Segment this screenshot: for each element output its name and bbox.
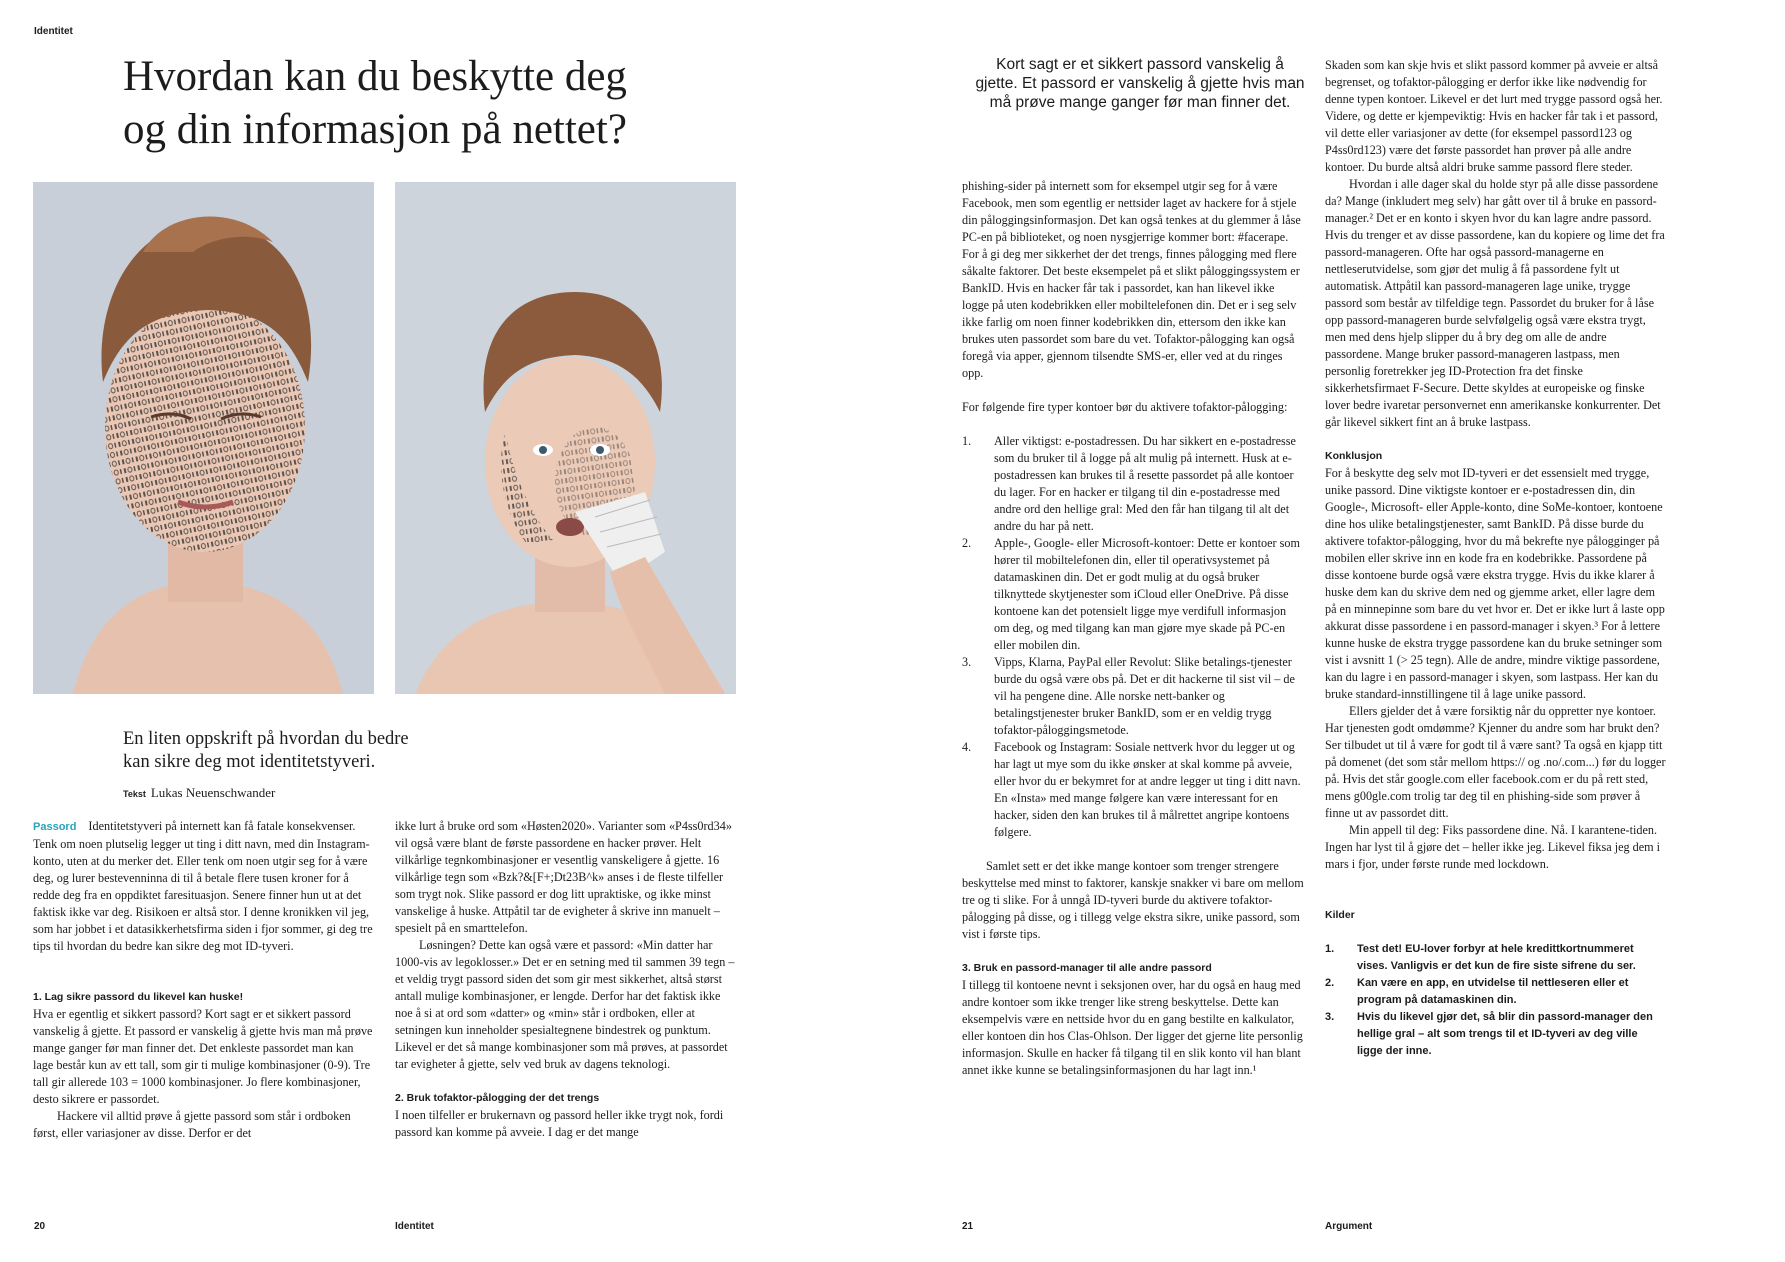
paragraph: phishing-sider på internett som for eksempel utgir seg for å være Facebook, men som egentlig er nettsider laget av hackere for å stjele din påloggingsinformasjon. Det kan også tenkes at du glemmer å låse PC-en på biblioteket, og noen nysgjerrige kommer bort: #facerape. For å gi deg mer sikkerhet der det trengs, finnes pålogging med flere såkalte faktorer. Det beste eksempelet på et slikt påloggingssystem er BankID. Hvis en hacker får tak i passordet, kan han likevel ikke logge på uten kodebrikken eller mobiltelefonen din. Det er i seg selv ikke farlig om noen finner kodebrikken din, ettersom den ikke kan brukes uten passordet som bare du vet. Tofaktor-pålogging kan også foregå via apper, gjennom tilsendte SMS-er, eller ved at du ringes opp. xyxy=(962,179,1301,380)
portrait-illustration-1 xyxy=(33,182,374,694)
intro-text: Identitetstyveri på internett kan få fatale konsekvenser. Tenk om noen plutselig legger ut ting i ditt navn, med din Instagram-konto, uten at du merker det. Eller tenk om noen utgir seg for å være deg, og lurer bestevenninna di til å betale flere tusen kroner for å redde deg fra en oppdiktet faresituasjon. Senere finner hun ut at det faktisk ikke var deg. Risikoen er altså stor. I denne kronikken vil jeg, som har jobbet i et datasikkerhetsfirma siden i fjor sommer, gi deg tre tips til hvordan du bedre kan sikre deg mot ID-tyveri. xyxy=(33,819,373,953)
paragraph: Samlet sett er det ikke mange kontoer som trenger strengere beskyttelse med minst to faktorer, kanskje snakker vi bare om mellom tre og ti slike. For å unngå ID-tyveri burde du aktivere tofaktor-pålogging på disse, og i tillegg velge ekstra sikre, unike passord, som vist i første tips. xyxy=(962,859,1304,941)
page-number-left: 20 xyxy=(34,1221,46,1232)
title-line-2: og din informasjon på nettet? xyxy=(123,106,627,153)
source-item: 1. Test det! EU-lover forbyr at hele kredittkortnummeret vises. Vanligvis er det kun de fire siste sifrene du ser. xyxy=(1325,943,1636,972)
pull-quote: Kort sagt er et sikkert passord vanskelig å gjette. Et passord er vanskelig å gjette hvis man må prøve mange ganger før man finner det. xyxy=(975,56,1305,111)
running-head: Identitet xyxy=(34,26,73,37)
paragraph: For å beskytte deg selv mot ID-tyveri er det essensielt med trygge, unike passord. Dine viktigste kontoer er e-postadressen din, din Google-, Microsoft- eller Apple-konto, dine SoMe-kontoer, kontoene dine hos ulike betalingstjenester, samt BankID. På disse burde du aktivere tofaktor-pålogging, hvor du må bekrefte nye pålogginger på mobilen eller skrive inn en kode fra en kodebrikke. Passordene på disse kontoene burde også være ekstra trygge. Hvis du ikke klarer å huske dem kan du skrive dem ned og gjemme arket, eller lagre dem på en minnepinne som bare du vet hvor er. Det er ikke lurt å laste opp akkurat disse passordene i en passord-manager i skyen.³ For å lettere kunne huske de ekstra trygge passordene kan du bruke setninger som vist i avsnitt 1 (> 25 tegn). Alle de andre, mindre viktige passordene, kan du lagre i en passord-manager i skyen, som lastpass. Her kan du bruke standard-innstillingene til å lage unike passord. xyxy=(1325,466,1665,701)
section-heading-2: 2. Bruk tofaktor-pålogging der det trengs xyxy=(395,1092,600,1104)
section-heading-1: 1. Lag sikre passord du likevel kan huske! xyxy=(33,991,244,1003)
title-line-1: Hvordan kan du beskytte deg xyxy=(123,53,627,100)
source-item: 3. Hvis du likevel gjør det, så blir din passord-manager den hellige gral – alt som trengs til et ID-tyveri av deg ville ligge der inne. xyxy=(1325,1011,1653,1057)
column-1 xyxy=(33,818,374,1142)
sources-heading: Kilder xyxy=(1325,909,1355,921)
paragraph: I noen tilfeller er brukernavn og passord heller ikke trygt nok, fordi passord kan komme på avveie. I dag er det mange xyxy=(395,1108,724,1139)
byline xyxy=(123,785,275,801)
account-list xyxy=(962,433,1304,841)
paragraph: Løsningen? Dette kan også være et passord: «Min datter har 1000-vis av legoklosser.» Det er en setning med til sammen 39 tegn – et veldig trygt passord siden det som gir mest sikkerhet, altså størst antall mulige kombinasjoner, er lengde. Derfor har det faktisk ikke noe å si at ord som «datter» og «min» står i ordboken, eller at setningen kun inneholder spesialtegnene bindestrek og punktum. Likevel er det så mange kombinasjoner som må prøves, at passordet tar evigheter å gjette, selv ved bruk av dagens teknologi. xyxy=(395,938,735,1071)
byline-label: Tekst xyxy=(123,789,146,799)
paragraph: I tillegg til kontoene nevnt i seksjonen over, har du også en haug med andre kontoer som ikke trenger like streng beskyttelse. Dette kan eksempelvis være en nettside hvor du en gang bestilte en kalkulator, eller kontoen din hos Clas-Ohlson. Der ligger det gjerne lite personlig informasjon. Skulle en hacker få tilgang til en slik konto vil han blant annet ikke kunne se betalingsinformasjonen du har lagt inn.¹ xyxy=(962,978,1303,1077)
paragraph: ikke lurt å bruke ord som «Høsten2020». Varianter som «P4ss0rd34» vil også være blant de første passordene en hacker prøver. Helt vilkårlige tegnkombinasjoner er vesentlig vanskeligere å gjette. 16 vilkårlige tegn som «Bzk?&[F+;Dt23B^k» anses i de fleste tilfeller som trygt nok. Slike passord er dog litt upraktiske, og ikke minst vanskelige å huske. Attpåtil tar de evigheter å skrive inn manuelt – spesielt på en smarttelefon. xyxy=(395,819,732,935)
conclusion-heading: Konklusjon xyxy=(1325,450,1383,462)
paragraph: Skaden som kan skje hvis et slikt passord kommer på avveie er altså begrenset, og tofaktor-pålogging er derfor ikke like nødvendig for denne typen kontoer. Likevel er det lurt med trygge passord også her. Videre, og dette er kjempeviktig: Hvis en hacker får tak i et passord, vil dette eller variasjoner av dette (for eksempel passord123 og P4ss0rd123) være det første passordet han prøver på alle andre kontoer. Du burde altså aldri bruke samme passord flere steder. xyxy=(1325,58,1663,174)
column-4 xyxy=(1325,57,1666,1060)
paragraph: Hva er egentlig et sikkert passord? Kort sagt er et sikkert passord vanskelig å gjette. Et passord er vanskelig å gjette hvis man må prøve mange ganger før man finner det. Det enkleste passordet man kan lage består kun av ett tall, som gir ti mulige kombinasjoner (0-9). Tre tall gir allerede 103 = 1000 kombinasjoner. Jo flere kombinasjoner, desto sikrere er passordet. xyxy=(33,1007,373,1106)
article-title xyxy=(123,50,763,156)
paragraph: Hvordan i alle dager skal du holde styr på alle disse passordene da? Mange (inkludert meg selv) har gått over til å bruke en passord-manager.² Det er en konto i skyen hvor du kan lagre andre passord. Hvis du trenger et av disse passordene, kan du kopiere og lime det fra passord-manageren. Ofte har også passord-managerne en nettleserutvidelse, som gjør det mulig å få passordene fylt ut automatisk. Attpåtil kan passord-manageren lage unike, trygge passord som består av tilfeldige tegn. Passordet du bruker for å låse opp passord-manageren burde selvfølgelig også være ekstra trygt, men med dens hjelp slipper du å bry deg om alle de andre passordene. Mange bruker passord-manageren lastpass, men personlig foretrekker jeg ID-Protection fra det finske sikkerhetsfirmaet F-Secure. Dette skyldes at europeiske og finske lover bedre ivaretar personvernet enn amerikanske konkurrenter. Det går likevel sikkert fint an å bruke lastpass. xyxy=(1325,177,1665,429)
list-item: 4. Facebook og Instagram: Sosiale nettverk hvor du legger ut og har lagt ut mye som du ikke ønsker at skal komme på avveie, eller hvor du er bekymret for at andre legger ut ting i ditt navn. En «Insta» med mange følgere kan være interessant for en hacker, siden den kan brukes til å målrettet angripe kontoens følgere. xyxy=(962,740,1301,839)
list-item: 1. Aller viktigst: e-postadressen. Du har sikkert en e-postadresse som du bruker til å logge på alt mulig på internett. Husk at e-postadressen kan brukes til å resette passordet på alle kontoer du lager. For en hacker er tilgang til din e-postadresse med andre ord den hellige gral: Med den får han tilgang til alt det andre du har på nett. xyxy=(962,434,1296,533)
paragraph: Hackere vil alltid prøve å gjette passord som står i ordboken først, eller variasjoner av disse. Derfor er det xyxy=(33,1109,351,1140)
paragraph: Min appell til deg: Fiks passordene dine. Nå. I karantene-tiden. Ingen har lyst til å gjøre det – heller ikke jeg. Likevel fiksa jeg dem i mars i fjor, under første runde med lockdown. xyxy=(1325,823,1661,871)
page-number-right: 21 xyxy=(962,1221,974,1232)
list-item: 2. Apple-, Google- eller Microsoft-kontoer: Dette er kontoer som hører til mobiltelefonen din, eller til operativsystemet på datamaskinen din. Det er godt mulig at du også bruker tilknyttede skytjenester som iCloud eller OneDrive. På disse kontoene kan det potensielt ligge mye verdifull informasjon om deg, og med tilgang kan man gjøre mye skade på PC-en eller mobilen din. xyxy=(962,536,1300,652)
paragraph: Ellers gjelder det å være forsiktig når du oppretter nye kontoer. Har tjenesten godt omdømme? Kjenner du andre som har brukt den? Ser tilbudet ut til å være for godt til å være sant? Ta også en kjapp titt på domenet (det som står mellom https:// og .no/.com...) før du logger på. Hvis det står google.com eller facebook.com er du på rett sted, mens g00gle.com trolig tar deg til en phishing-side som prøver å finne ut av passordet ditt. xyxy=(1325,704,1666,820)
footer-section-right: Argument xyxy=(1325,1221,1373,1232)
list-item: 3. Vipps, Klarna, PayPal eller Revolut: Slike betalings-tjenester burde du også være obs på. Det er dit hackerne til sist vil – de vil ha pengene dine. Alle norske nett-banker og betalingstjenester bruker BankID, som er en veldig trygg tofaktor-påloggingsmetode. xyxy=(962,655,1295,737)
photo-face-wiping xyxy=(395,182,736,694)
byline-author: Lukas Neuenschwander xyxy=(150,785,276,800)
section-heading-3: 3. Bruk en passord-manager til alle andre passord xyxy=(962,962,1212,974)
deck-line-2: kan sikre deg mot identitetstyveri. xyxy=(123,752,376,772)
column-3 xyxy=(962,178,1304,1079)
sources-list xyxy=(1325,941,1666,1060)
article-deck xyxy=(123,728,543,774)
intro-paragraph xyxy=(33,818,374,955)
paragraph: For følgende fire typer kontoer bør du aktivere tofaktor-pålogging: xyxy=(962,400,1288,414)
footer-section-left: Identitet xyxy=(395,1221,434,1232)
source-item: 2. Kan være en app, en utvidelse til nettleseren eller et program på datamaskinen din. xyxy=(1325,977,1629,1006)
deck-line-1: En liten oppskrift på hvordan du bedre xyxy=(123,729,409,749)
column-2 xyxy=(395,818,736,1141)
lead-word: Passord xyxy=(33,821,77,833)
portrait-illustration-2 xyxy=(395,182,736,694)
photo-face-with-code xyxy=(33,182,374,694)
